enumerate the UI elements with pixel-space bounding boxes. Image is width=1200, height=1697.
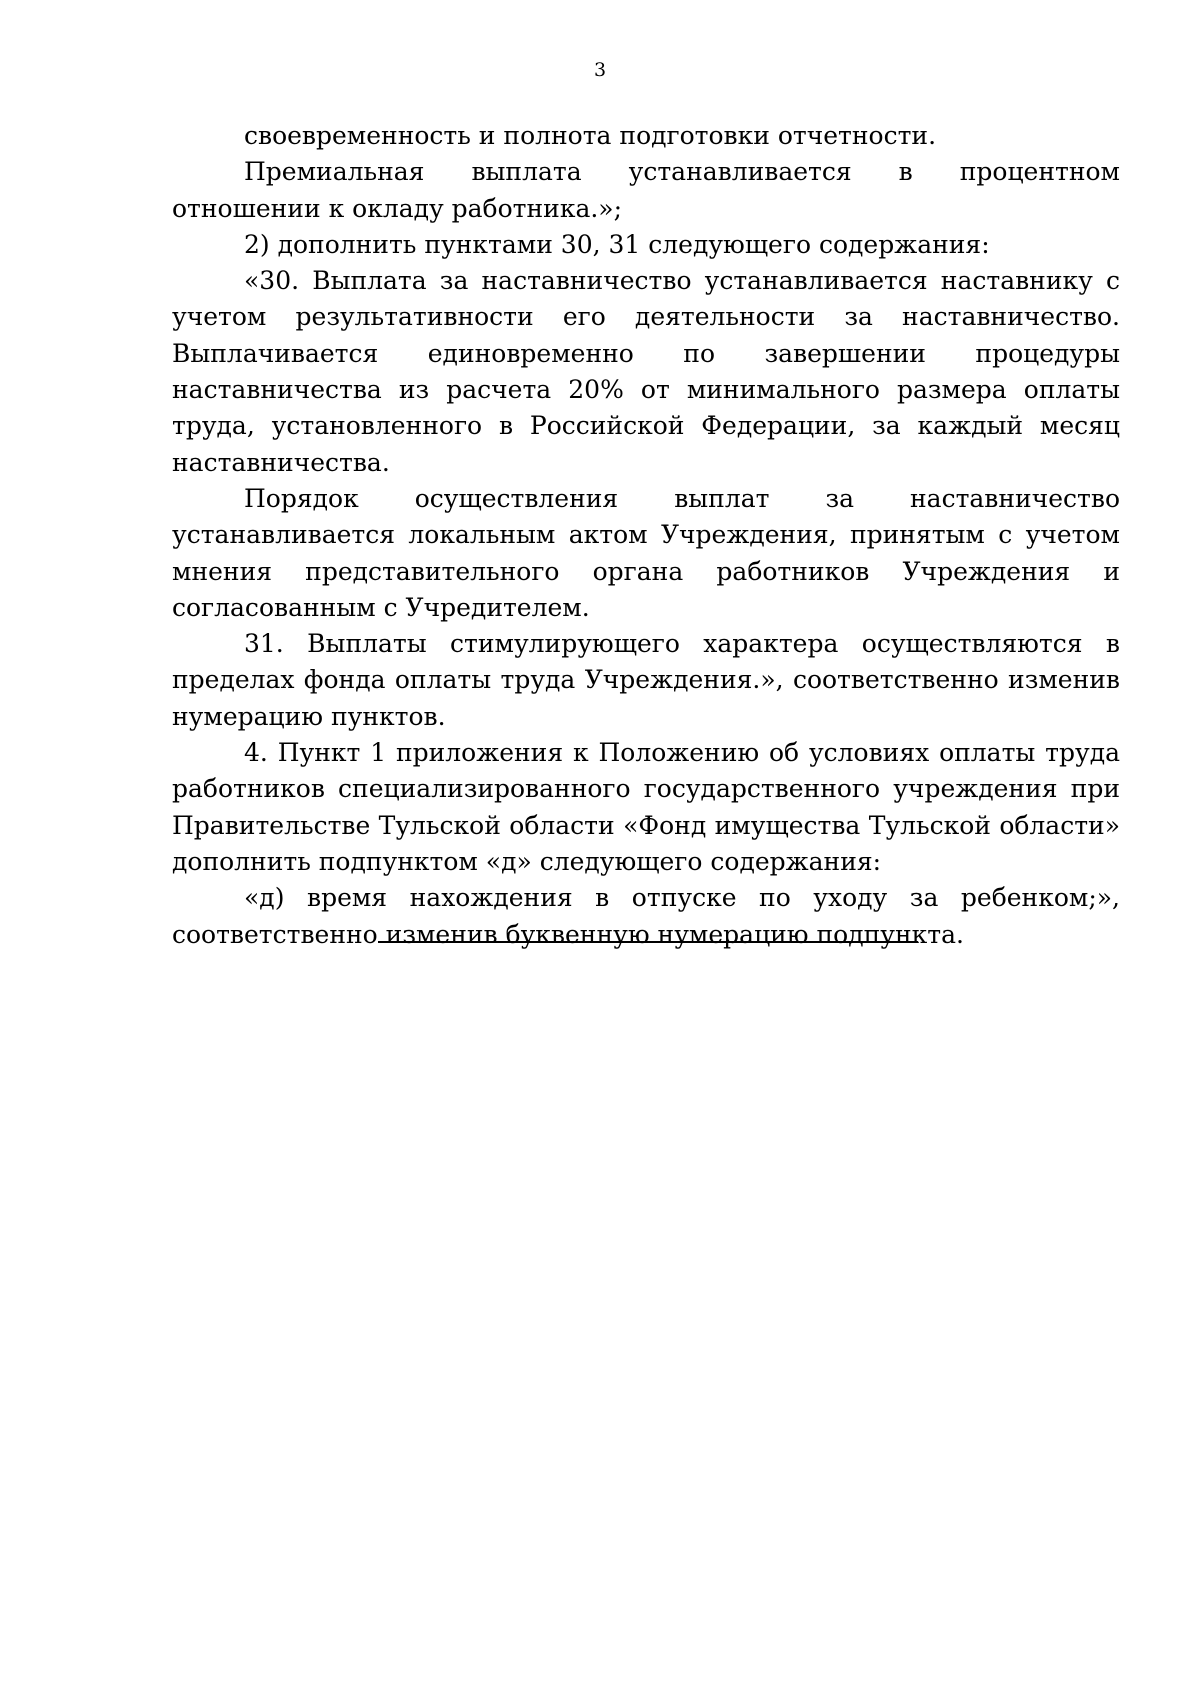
paragraph-subitem-d: «д) время нахождения в отпуске по уходу за ребенком;», соответственно изменив буквенную нумерацию подпункта.	[172, 883, 1120, 949]
paragraph-add-clauses: 2) дополнить пунктами 30, 31 следующего содержания:	[244, 229, 990, 259]
paragraph-clause-31: 31. Выплаты стимулирующего характера осуществляются в пределах фонда оплаты труда Учреждения.», соответственно изменив нумерацию пунктов.	[172, 629, 1120, 731]
paragraph-clause-30: «30. Выплата за наставничество устанавливается наставнику с учетом результативности его деятельности за наставничество. Выплачивается единовременно по завершении процедуры наставничества из расчета 20% от минимального размера оплаты труда, установленного в Российской Федерации, за каждый месяц наставничества.	[172, 266, 1120, 477]
paragraph-reporting-completeness: своевременность и полнота подготовки отчетности.	[244, 121, 937, 150]
paragraph-mentoring-procedure: Порядок осуществления выплат за наставничество устанавливается локальным актом Учреждения, принятым с учетом мнения представительного органа работников Учреждения и согласованным с Учредителем.	[172, 483, 1120, 622]
page-number: 3	[593, 59, 607, 81]
paragraph-bonus-payment: Премиальная выплата устанавливается в процентном отношении к окладу работника.»;	[172, 157, 1120, 223]
paragraph-item-4: 4. Пункт 1 приложения к Положению об условиях оплаты труда работников специализированного государственного учреждения при Правительстве Тульской области «Фонд имущества Тульской области» дополнить подпунктом «д» следующего содержания:	[172, 738, 1120, 876]
end-of-document-rule	[378, 941, 918, 943]
document-body	[172, 118, 1120, 953]
